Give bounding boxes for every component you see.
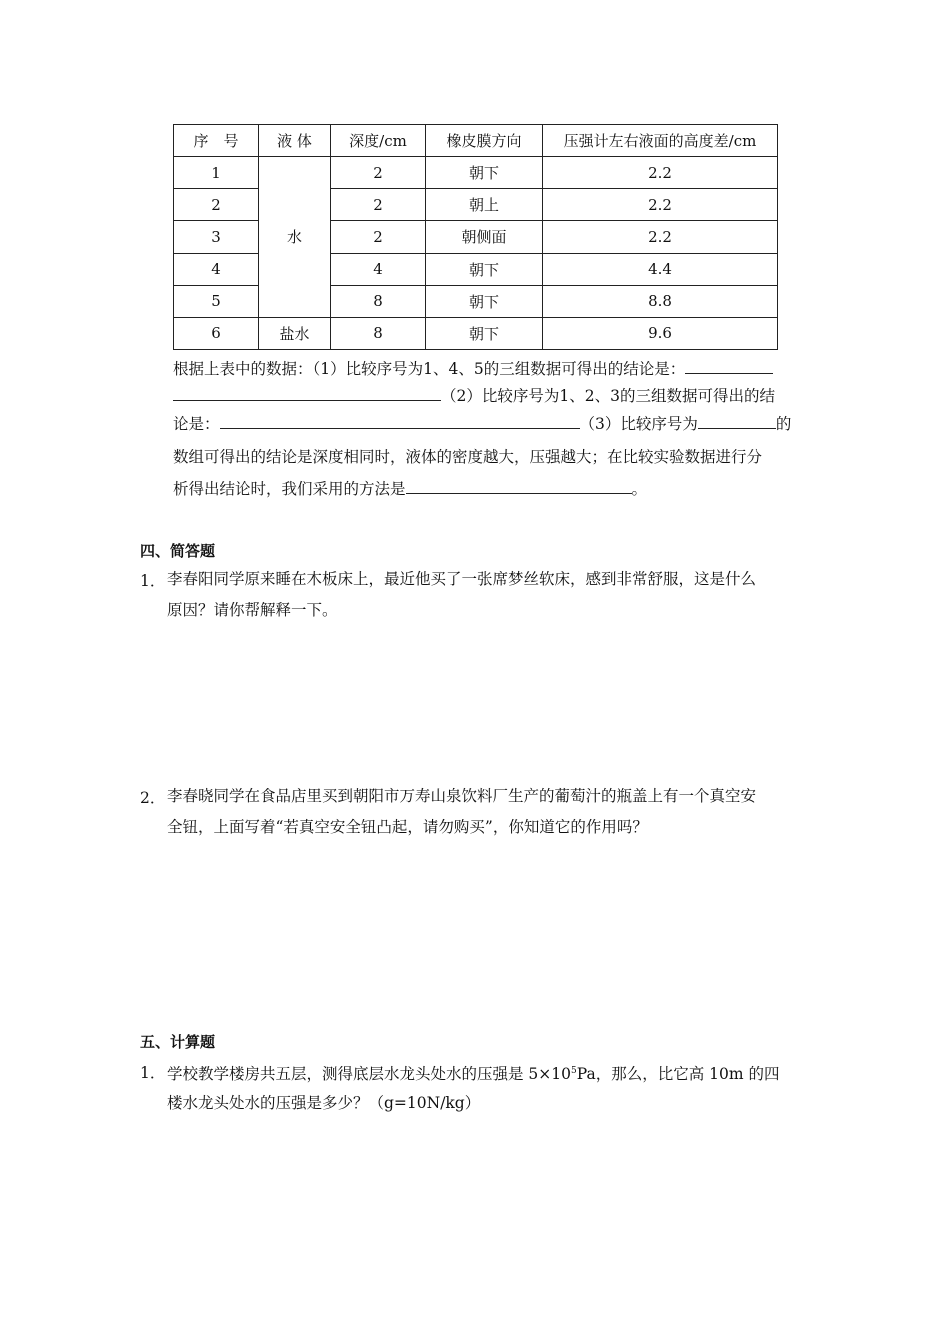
analysis-text: 的 xyxy=(775,415,792,433)
question-4-1-line-2: 原因？请你帮解释一下。 xyxy=(167,601,338,619)
cell-height-diff: 2.2 xyxy=(543,157,778,189)
cell-direction: 朝下 xyxy=(426,317,543,349)
cell-direction: 朝上 xyxy=(426,189,543,221)
answer-blank-4[interactable] xyxy=(406,479,632,494)
analysis-line-4 xyxy=(173,447,762,467)
cell-direction: 朝下 xyxy=(426,285,543,317)
analysis-text: （2）比较序号为1、2、3的三组数据可得出的结 xyxy=(441,387,775,405)
cell-depth: 8 xyxy=(331,317,426,349)
question-5-1-line-1 xyxy=(167,1061,780,1084)
analysis-text: （3）比较序号为 xyxy=(579,415,698,433)
cell-direction: 朝下 xyxy=(426,253,543,285)
question-number: 1． xyxy=(140,572,166,590)
cell-depth: 2 xyxy=(331,189,426,221)
cell-depth: 4 xyxy=(331,253,426,285)
cell-number: 3 xyxy=(174,221,259,253)
cell-height-diff: 2.2 xyxy=(543,221,778,253)
cell-liquid-water: 水 xyxy=(259,157,331,318)
analysis-text: 析得出结论时，我们采用的方法是 xyxy=(173,480,406,498)
question-text: 学校教学楼房共五层，测得底层水龙头处水的压强是 5×10 xyxy=(167,1065,572,1084)
question-4-2-line-2: 全钮，上面写着“若真空安全钮凸起，请勿购买”，你知道它的作用吗？ xyxy=(167,818,648,836)
cell-number: 2 xyxy=(174,189,259,221)
cell-height-diff: 4.4 xyxy=(543,253,778,285)
header-number: 序 号 xyxy=(174,125,259,157)
analysis-line-1 xyxy=(173,359,773,379)
cell-liquid-salt: 盐水 xyxy=(259,317,331,349)
answer-blank-1[interactable] xyxy=(685,359,773,374)
cell-number: 1 xyxy=(174,157,259,189)
exponent: 5 xyxy=(571,1066,577,1076)
analysis-text: 根据上表中的数据：（1）比较序号为1、4、5的三组数据可得出的结论是： xyxy=(173,360,686,378)
analysis-text: 论是： xyxy=(173,415,220,433)
question-5-1-line-2: 楼水龙头处水的压强是多少？（g=10N/kg） xyxy=(167,1094,481,1112)
question-4-1-line-1: 李春阳同学原来睡在木板床上，最近他买了一张席梦丝软床，感到非常舒服，这是什么 xyxy=(167,570,757,588)
cell-number: 4 xyxy=(174,253,259,285)
cell-direction: 朝侧面 xyxy=(426,221,543,253)
analysis-line-5 xyxy=(173,479,647,499)
cell-depth: 2 xyxy=(331,221,426,253)
question-number: 2． xyxy=(140,789,166,807)
answer-blank-2[interactable] xyxy=(220,414,580,429)
cell-height-diff: 9.6 xyxy=(543,317,778,349)
header-depth: 深度/cm xyxy=(331,125,426,157)
cell-direction: 朝下 xyxy=(426,157,543,189)
header-direction: 橡皮膜方向 xyxy=(426,125,543,157)
question-4-2-line-1: 李春晓同学在食品店里买到朝阳市万寿山泉饮料厂生产的葡萄汁的瓶盖上有一个真空安 xyxy=(167,787,757,805)
question-number: 1． xyxy=(140,1064,166,1082)
question-text: Pa，那么，比它高 10m 的四 xyxy=(576,1065,780,1084)
table-header-row xyxy=(174,125,778,157)
header-liquid: 液 体 xyxy=(259,125,331,157)
table-row xyxy=(174,317,778,349)
cell-height-diff: 2.2 xyxy=(543,189,778,221)
data-table xyxy=(173,124,778,350)
analysis-line-3 xyxy=(173,414,791,434)
section-4-title: 四、简答题 xyxy=(140,542,216,560)
cell-depth: 2 xyxy=(331,157,426,189)
section-5-title: 五、计算题 xyxy=(140,1033,216,1051)
answer-blank-1-cont[interactable] xyxy=(173,386,441,401)
cell-height-diff: 8.8 xyxy=(543,285,778,317)
table-row xyxy=(174,157,778,189)
cell-number: 6 xyxy=(174,317,259,349)
analysis-line-2 xyxy=(173,386,775,406)
cell-depth: 8 xyxy=(331,285,426,317)
cell-number: 5 xyxy=(174,285,259,317)
analysis-text: 。 xyxy=(631,480,648,498)
analysis-text: 数组可得出的结论是深度相同时，液体的密度越大，压强越大；在比较实验数据进行分 xyxy=(173,448,763,466)
answer-blank-3[interactable] xyxy=(698,414,776,429)
header-height-diff: 压强计左右液面的高度差/cm xyxy=(543,125,778,157)
